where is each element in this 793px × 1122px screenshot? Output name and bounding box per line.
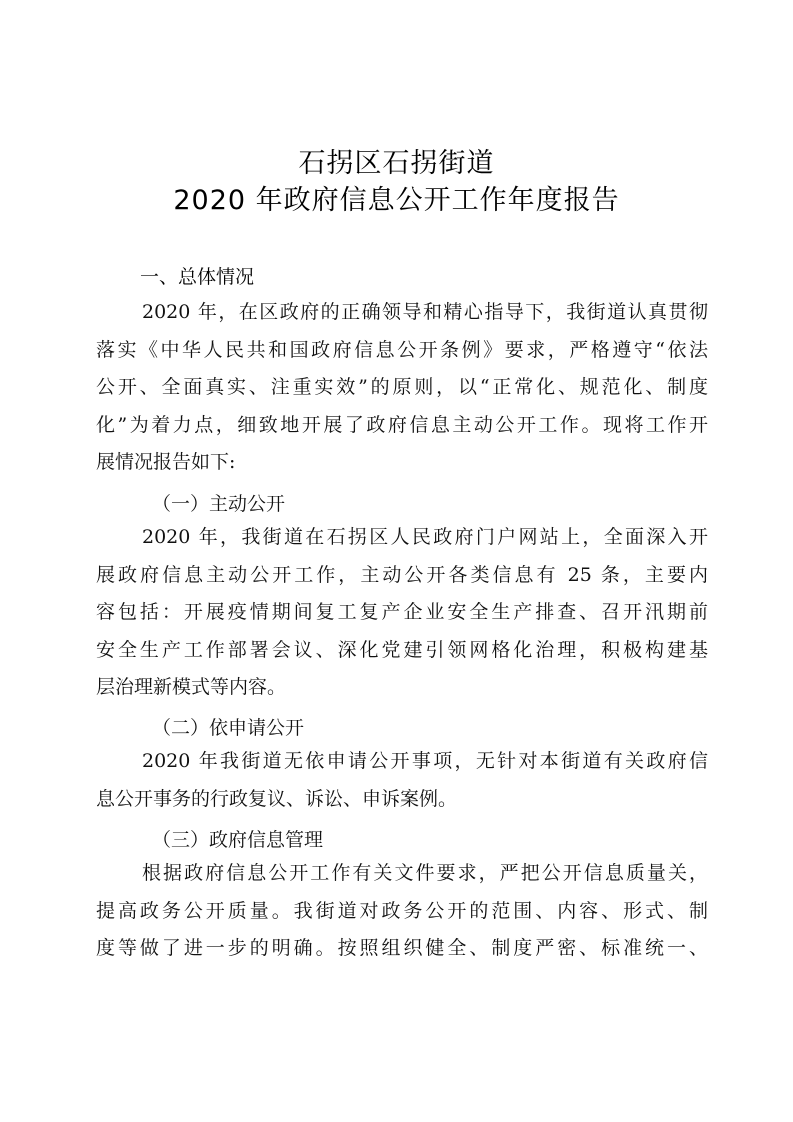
paragraph-line: 落实《中华人民共和国政府信息公开条例》要求，严格遵守“依法 — [96, 338, 708, 361]
subsection-heading-active-disclosure: （一）主动公开 — [152, 493, 286, 515]
info-management-paragraph — [96, 855, 708, 968]
paragraph-line: 层治理新模式等内容。 — [96, 676, 287, 698]
paragraph-line: 提高政务公开质量。我街道对政务公开的范围、内容、形式、制 — [96, 899, 708, 922]
document-title-line-2: 2020 年政府信息公开工作年度报告 — [173, 185, 620, 216]
paragraph-line: 根据政府信息公开工作有关文件要求，严把公开信息质量关， — [142, 862, 708, 884]
document-title-line-1: 石拐区石拐街道 — [298, 148, 495, 179]
paragraph-line: 化”为着力点，细致地开展了政府信息主动公开工作。现将工作开 — [96, 413, 708, 436]
paragraph-line: 2020 年我街道无依申请公开事项，无针对本街道有关政府信 — [142, 750, 708, 772]
paragraph-line: 2020 年，我街道在石拐区人民政府门户网站上，全面深入开 — [142, 526, 708, 548]
paragraph-line: 容包括：开展疫情期间复工复产企业安全生产排查、召开汛期前 — [96, 601, 708, 623]
application-disclosure-paragraph — [96, 743, 708, 818]
paragraph-line: 度等做了进一步的明确。按照组织健全、制度严密、标准统一、 — [96, 937, 708, 959]
paragraph-line: 息公开事务的行政复议、诉讼、申诉案例。 — [96, 787, 458, 810]
subsection-heading-application-disclosure: （二）依申请公开 — [152, 717, 305, 739]
intro-paragraph — [96, 294, 708, 482]
paragraph-line: 2020 年，在区政府的正确领导和精心指导下，我街道认真贯彻 — [142, 301, 708, 323]
section-heading-overview: 一、总体情况 — [140, 266, 255, 288]
subsection-heading-info-management: （三）政府信息管理 — [152, 829, 324, 851]
paragraph-line: 公开、全面真实、注重实效”的原则，以“正常化、规范化、制度 — [96, 376, 708, 398]
paragraph-line: 安全生产工作部署会议、深化党建引领网格化治理，积极构建基 — [96, 638, 708, 661]
paragraph-line: 展情况报告如下: — [96, 451, 236, 473]
paragraph-line: 展政府信息主动公开工作，主动公开各类信息有 25 条，主要内 — [96, 563, 708, 586]
active-disclosure-paragraph — [96, 519, 708, 707]
